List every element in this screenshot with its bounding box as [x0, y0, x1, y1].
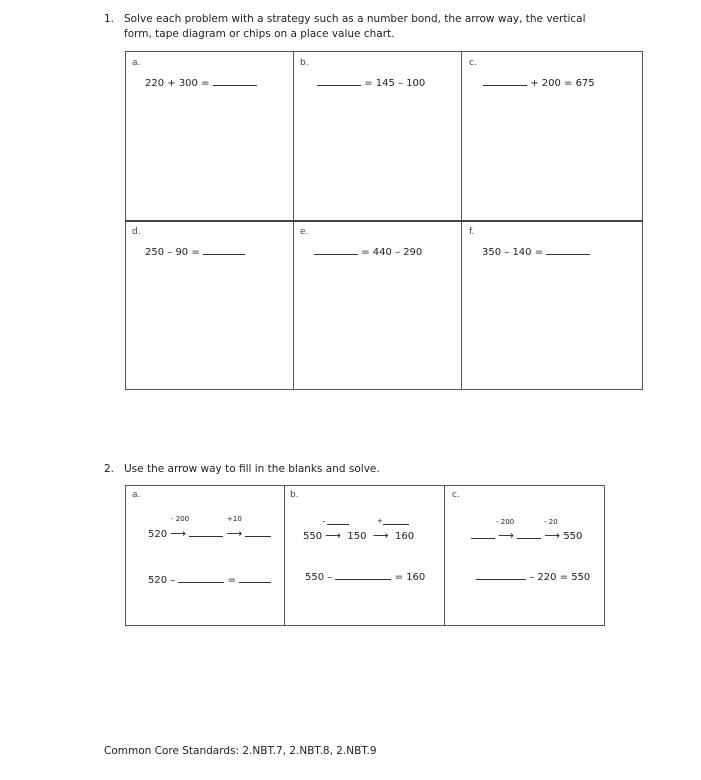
answer-blank[interactable]: [546, 245, 590, 255]
problem-text: 350 – 140 =: [482, 247, 544, 258]
problem-label: c.: [452, 490, 460, 500]
right-arrow-icon: ⟶: [372, 529, 389, 542]
arrow-step-label: - 20: [544, 518, 558, 526]
equals-sign: =: [227, 575, 237, 586]
equation-text: 550 –: [305, 572, 333, 583]
equation-text: = 160: [394, 572, 426, 583]
problem-text: 220 + 300 =: [145, 78, 210, 89]
grid-divider: [444, 485, 445, 626]
problem-e: [314, 245, 422, 258]
middle-value: 150: [347, 531, 367, 542]
question-1-text-line2: form, tape diagram or chips on a place value chart.: [124, 28, 395, 40]
arrow-way-b: [303, 529, 414, 542]
answer-blank[interactable]: [203, 245, 245, 255]
problem-label: d.: [132, 227, 141, 237]
problem-c: [483, 76, 595, 89]
right-arrow-icon: ⟶: [544, 529, 561, 542]
answer-blank[interactable]: [245, 527, 271, 537]
problem-b: [317, 76, 425, 89]
problem-a: [145, 76, 257, 89]
equation-text: – 220 = 550: [529, 572, 591, 583]
answer-blank[interactable]: [471, 529, 495, 539]
problem-label: b.: [300, 58, 309, 68]
question-1-number: 1.: [104, 13, 115, 25]
answer-blank[interactable]: [327, 515, 349, 525]
problem-label: f.: [469, 227, 475, 237]
end-value: 550: [563, 531, 583, 542]
question-2-grid: [125, 485, 605, 626]
answer-blank[interactable]: [178, 573, 224, 583]
problem-text: + 200 = 675: [530, 78, 595, 89]
grid-divider: [125, 220, 643, 222]
arrow-step-label: - 200: [496, 518, 515, 526]
problem-text: = 145 – 100: [364, 78, 426, 89]
arrow-way-c: [471, 529, 582, 542]
problem-d: [145, 245, 245, 258]
standards-footer: Common Core Standards: 2.NBT.7, 2.NBT.8, 2.NBT.9: [104, 745, 377, 757]
start-value: 550: [303, 531, 323, 542]
arrow-step-label: +: [377, 517, 383, 525]
answer-blank[interactable]: [213, 76, 257, 86]
arrow-step-label: –: [322, 517, 326, 525]
answer-blank[interactable]: [317, 76, 361, 86]
problem-label: b.: [290, 490, 299, 500]
end-value: 160: [395, 531, 415, 542]
question-2-text: Use the arrow way to fill in the blanks and solve.: [124, 463, 380, 475]
arrow-step-label: +10: [227, 515, 242, 523]
equation-c: [476, 570, 590, 583]
problem-label: e.: [300, 227, 309, 237]
problem-label: c.: [469, 58, 477, 68]
right-arrow-icon: ⟶: [498, 529, 514, 542]
answer-blank[interactable]: [517, 529, 541, 539]
answer-blank[interactable]: [476, 570, 526, 580]
answer-blank[interactable]: [239, 573, 271, 583]
equation-text: 520 –: [148, 575, 176, 586]
problem-f: [482, 245, 590, 258]
equation-b: [305, 570, 425, 583]
answer-blank[interactable]: [189, 527, 223, 537]
start-value: 520: [148, 529, 168, 540]
problem-label: a.: [132, 490, 141, 500]
arrow-step-label: - 200: [171, 515, 190, 523]
problem-text: = 440 – 290: [361, 247, 423, 258]
answer-blank[interactable]: [335, 570, 391, 580]
answer-blank[interactable]: [383, 515, 409, 525]
problem-text: 250 – 90 =: [145, 247, 200, 258]
grid-divider: [284, 485, 285, 626]
answer-blank[interactable]: [314, 245, 358, 255]
equation-a: [148, 573, 271, 586]
answer-blank[interactable]: [483, 76, 527, 86]
problem-label: a.: [132, 58, 141, 68]
right-arrow-icon: ⟶: [170, 527, 187, 540]
right-arrow-icon: ⟶: [226, 527, 243, 540]
question-1-text-line1: Solve each problem with a strategy such as a number bond, the arrow way, the vertical: [124, 13, 586, 25]
right-arrow-icon: ⟶: [325, 529, 342, 542]
arrow-way-a: [148, 527, 271, 540]
question-2-number: 2.: [104, 463, 115, 475]
